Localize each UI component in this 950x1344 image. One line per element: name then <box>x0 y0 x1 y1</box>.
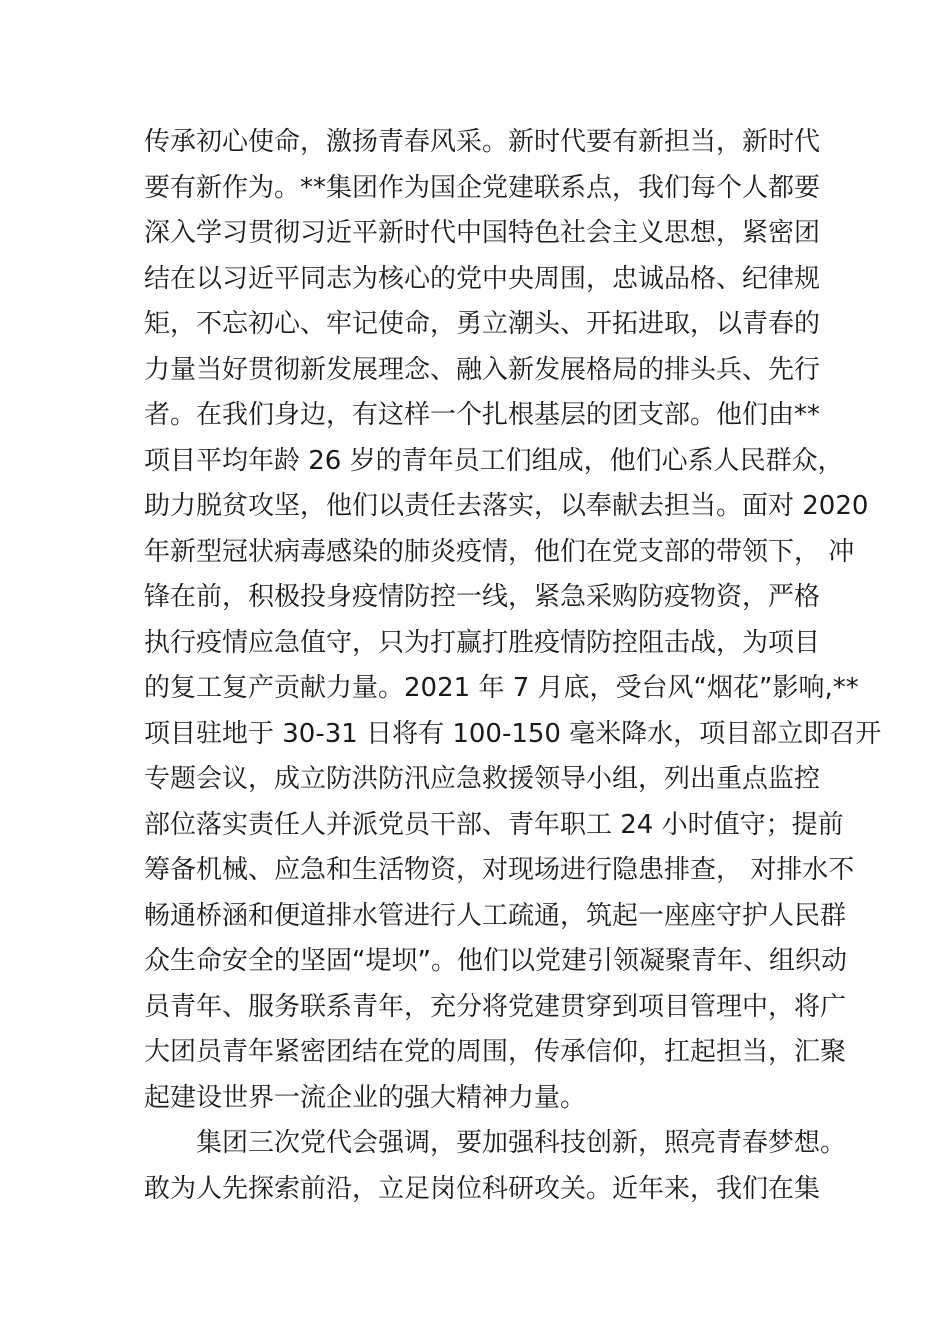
paragraph-line: 起建设世界一流企业的强大精神力量。 <box>144 1082 587 1113</box>
paragraph-line: 专题会议，成立防洪防汛应急救援领导小组，列出重点监控 <box>144 764 821 794</box>
paragraph-line: 集团三次党代会强调，要加强科技创新，照亮青春梦想。 <box>196 1128 847 1158</box>
paragraph-line: 年新型冠状病毒感染的肺炎疫情，他们在党支部的带领下， 冲 <box>144 536 855 567</box>
paragraph-line: 敢为人先探索前沿，立足岗位科研攻关。近年来，我们在集 <box>144 1173 821 1204</box>
paragraph-line: 执行疫情应急值守，只为打赢打胜疫情防控阻击战，为项目 <box>144 627 821 658</box>
paragraph-line: 要有新作为。**集团作为国企党建联系点，我们每个人都要 <box>144 172 821 203</box>
body-text <box>144 120 882 1212</box>
paragraph-line: 者。在我们身边，有这样一个扎根基层的团支部。他们由** <box>144 400 821 430</box>
paragraph-line: 锋在前，积极投身疫情防控一线，紧急采购防疫物资，严格 <box>144 582 821 612</box>
paragraph-line: 项目平均年龄 26 岁的青年员工们组成，他们心系人民群众， <box>144 445 844 476</box>
paragraph-line: 助力脱贫攻坚，他们以责任去落实，以奉献去担当。面对 2020 <box>144 491 869 521</box>
paragraph-line: 众生命安全的坚固“堤坝”。他们以党建引领凝聚青年、组织动 <box>144 946 847 976</box>
paragraph-line: 深入学习贯彻习近平新时代中国特色社会主义思想，紧密团 <box>144 218 821 248</box>
paragraph-line: 项目驻地于 30-31 日将有 100-150 毫米降水，项目部立即召开 <box>144 718 882 749</box>
paragraph-line: 结在以习近平同志为核心的党中央周围，忠诚品格、纪律规 <box>144 263 821 294</box>
paragraph-line: 员青年、服务联系青年，充分将党建贯穿到项目管理中，将广 <box>144 991 847 1022</box>
paragraph-line: 传承初心使命，激扬青春风采。新时代要有新担当，新时代 <box>144 127 821 157</box>
paragraph-line: 筹备机械、应急和生活物资，对现场进行隐患排查， 对排水不 <box>144 855 855 885</box>
paragraph-line: 畅通桥涵和便道排水管进行人工疏通，筑起一座座守护人民群 <box>144 900 847 931</box>
paragraph-line: 的复工复产贡献力量。2021 年 7 月底，受台风“烟花”影响,** <box>144 673 859 703</box>
paragraph-line: 矩，不忘初心、牢记使命，勇立潮头、开拓进取，以青春的 <box>144 309 821 339</box>
paragraph-line: 力量当好贯彻新发展理念、融入新发展格局的排头兵、先行 <box>144 354 821 385</box>
paragraph-line: 部位落实责任人并派党员干部、青年职工 24 小时值守；提前 <box>144 809 844 840</box>
paragraph-line: 大团员青年紧密团结在党的周围，传承信仰，扛起担当，汇聚 <box>144 1037 847 1067</box>
